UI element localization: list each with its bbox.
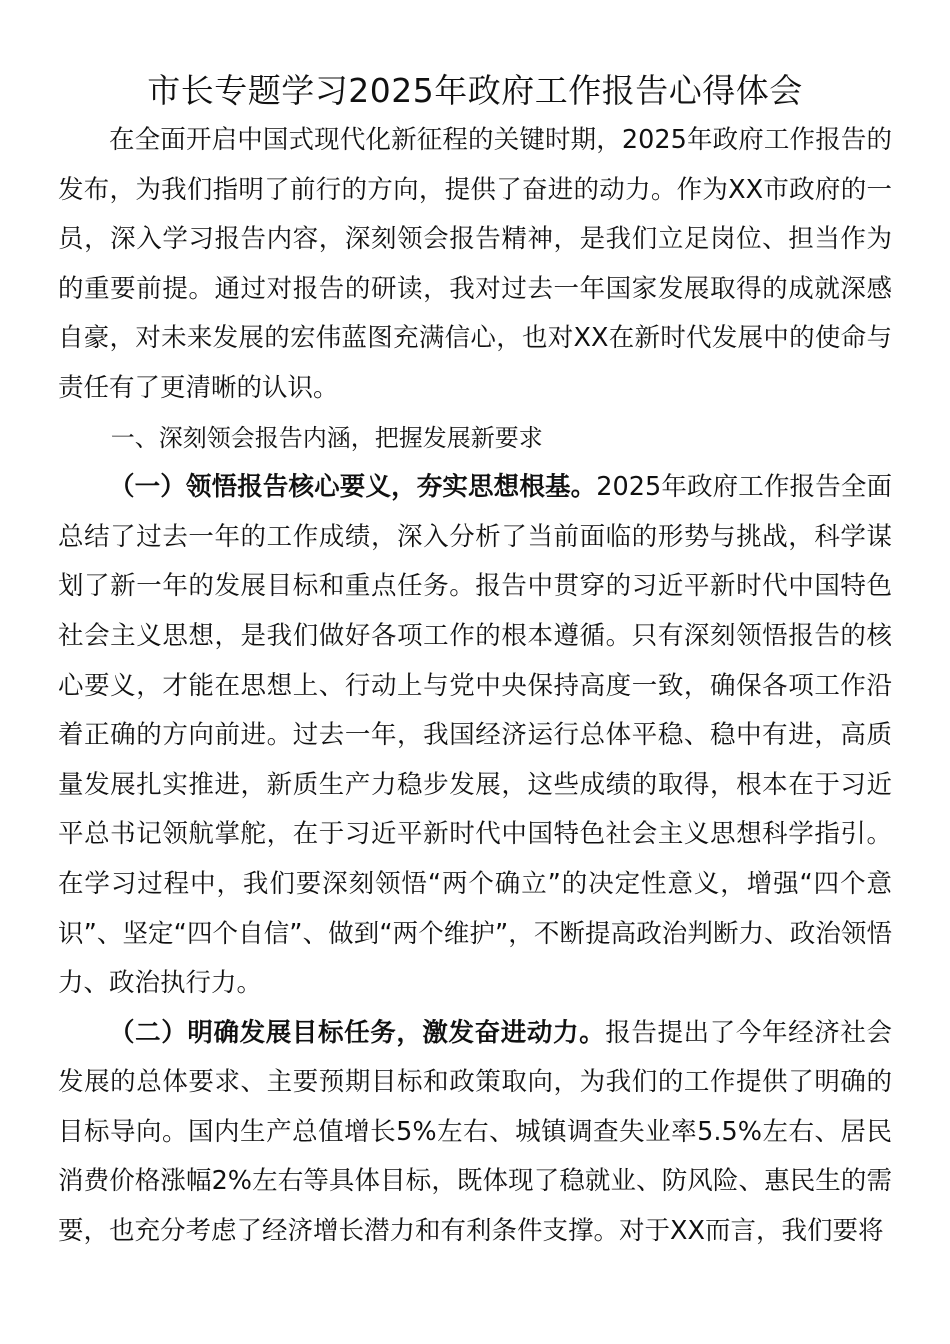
subsection-lead-1: （一）领悟报告核心要义，夯实思想根基。 [109, 472, 597, 503]
subsection-paragraph-1 [58, 463, 892, 1009]
subsection-lead-2: （二）明确发展目标任务，激发奋进动力。 [109, 1017, 606, 1048]
subsection-body-1: 2025年政府工作报告全面总结了过去一年的工作成绩，深入分析了当前面临的形势与挑战，科学谋划了新一年的发展目标和重点任务。报告中贯穿的习近平新时代中国特色社会主义思想，是我们做好各项工作的根本遵循。只有深刻领悟报告的核心要义，才能在思想上、行动上与党中央保持高度一致，确保各项工作沿着正确的方向前进。过去一年，我国经济运行总体平稳、稳中有进，高质量发展扎实推进，新质生产力稳步发展，这些成绩的取得，根本在于习近平总书记领航掌舵，在于习近平新时代中国特色社会主义思想科学指引。在学习过程中，我们要深刻领悟“两个确立”的决定性意义，增强“四个意识”、坚定“四个自信”、做到“两个维护”，不断提高政治判断力、政治领悟力、政治执行力。 [58, 472, 892, 999]
document-title: 市长专题学习2025年政府工作报告心得体会 [147, 71, 803, 110]
subsection-body-2: 报告提出了今年经济社会发展的总体要求、主要预期目标和政策取向，为我们的工作提供了明确的目标导向。国内生产总值增长5%左右、城镇调查失业率5.5%左右、居民消费价格涨幅2%左右等具体目标，既体现了稳就业、防风险、惠民生的需要，也充分考虑了经济增长潜力和有利条件支撑。对于XX而言，我们要将 [58, 1017, 892, 1247]
intro-paragraph: 在全面开启中国式现代化新征程的关键时期，2025年政府工作报告的发布，为我们指明了前行的方向，提供了奋进的动力。作为XX市政府的一员，深入学习报告内容，深刻领会报告精神，是我们立足岗位、担当作为的重要前提。通过对报告的研读，我对过去一年国家发展取得的成就深感自豪，对未来发展的宏伟蓝图充满信心，也对XX在新时代发展中的使命与责任有了更清晰的认识。 [58, 125, 892, 403]
section-heading-1: 一、深刻领会报告内涵，把握发展新要求 [110, 423, 543, 452]
subsection-paragraph-2 [58, 1009, 892, 1257]
